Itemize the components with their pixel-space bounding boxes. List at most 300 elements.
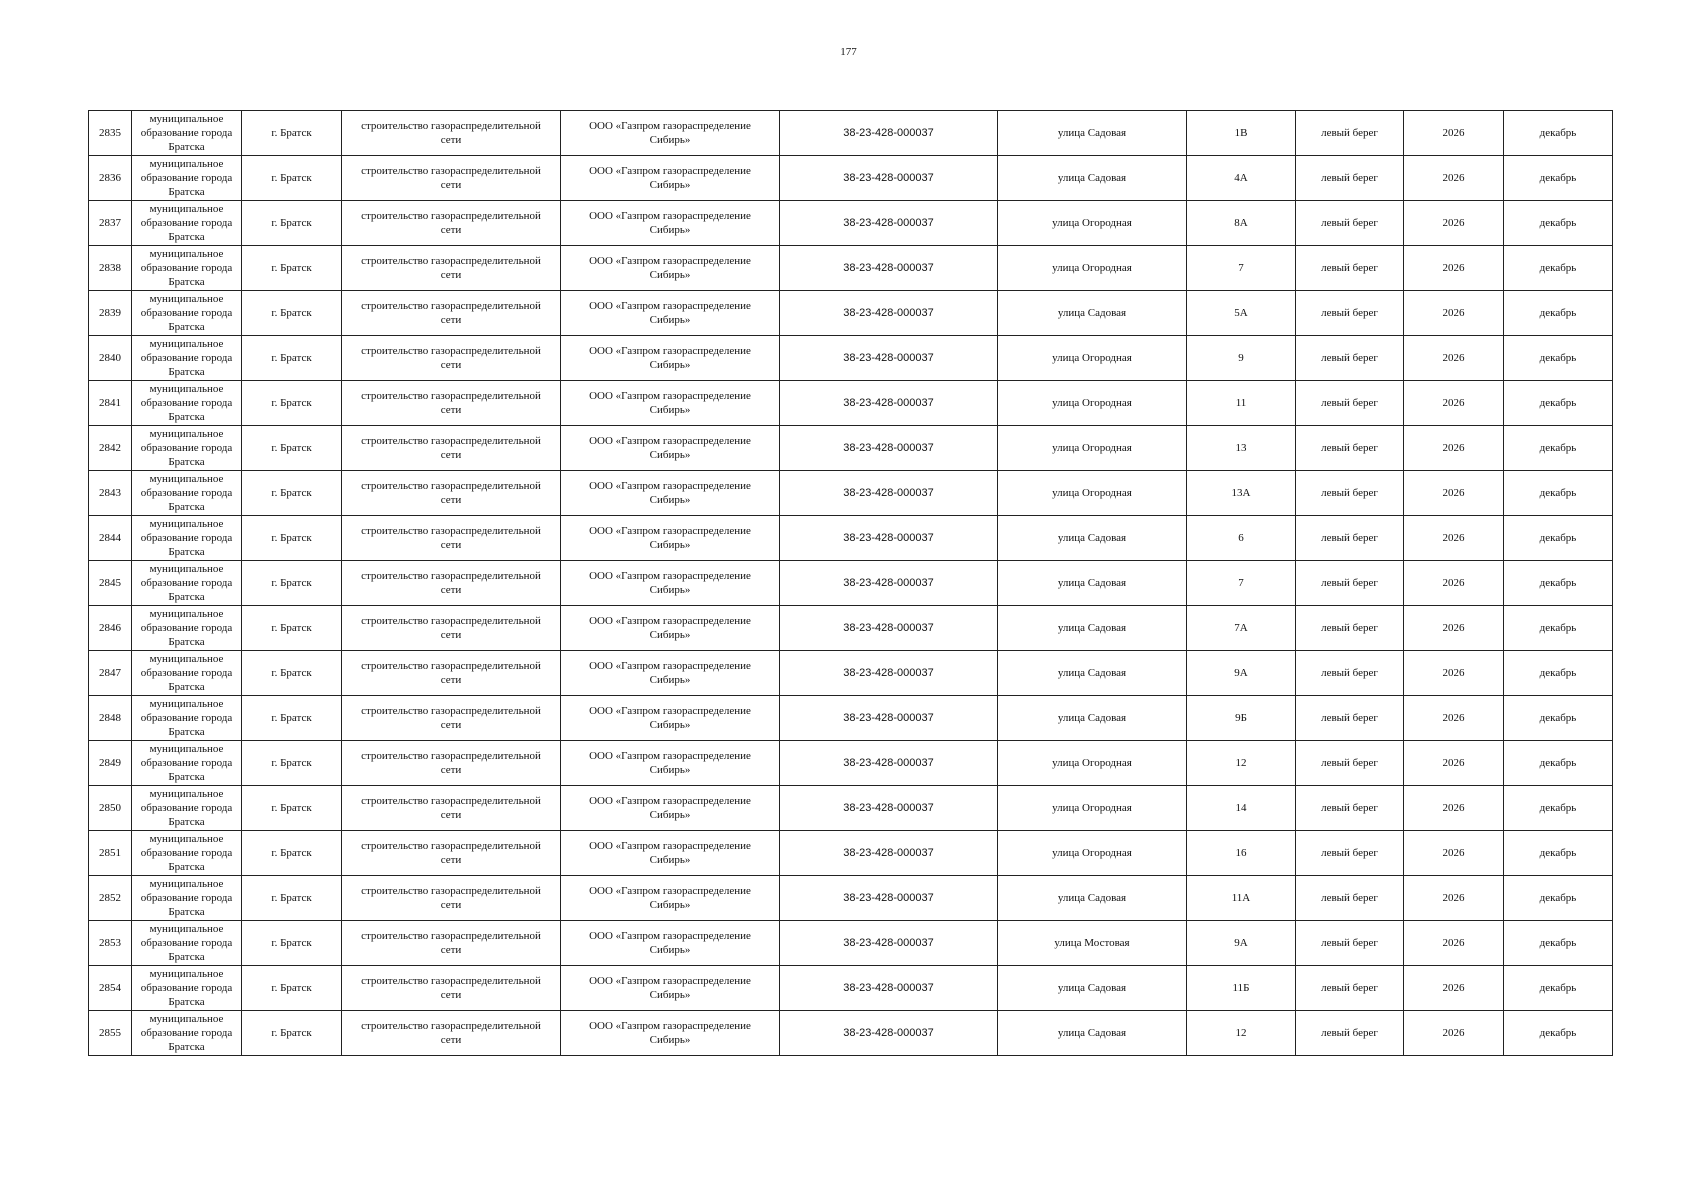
bank-text: левый берег [1321,712,1378,724]
month-text: декабрь [1539,217,1577,229]
street-cell [998,381,1187,426]
organization-text: Сибирь» [649,179,691,191]
row-number-cell [89,606,132,651]
row-number-cell [89,786,132,831]
row-number-text: 2852 [99,892,121,904]
municipality-text: образование города [140,397,233,409]
object-code-cell [780,381,998,426]
organization-text: ООО «Газпром газораспределение [589,840,751,852]
bank-text: левый берег [1321,667,1378,679]
organization-cell [561,1011,780,1056]
year-cell [1404,201,1504,246]
municipality-cell [132,471,242,516]
object-code-cell [780,291,998,336]
street-cell [998,471,1187,516]
work-type-text: строительство газораспределительной [361,750,541,762]
month-cell [1504,336,1613,381]
object-code-cell [780,201,998,246]
municipality-text: Братска [168,591,205,603]
organization-text: Сибирь» [649,269,691,281]
bank-text: левый берег [1321,217,1378,229]
organization-text: Сибирь» [649,494,691,506]
table-row [89,651,1613,696]
organization-cell [561,831,780,876]
month-text: декабрь [1539,667,1577,679]
table-row [89,381,1613,426]
month-cell [1504,741,1613,786]
city-text: г. Братск [271,667,312,679]
object-code-cell [780,426,998,471]
municipality-text: муниципальное [149,158,224,170]
work-type-text: строительство газораспределительной [361,255,541,267]
work-type-text: сети [440,584,462,596]
city-cell [242,156,342,201]
city-cell [242,561,342,606]
table-row [89,876,1613,921]
city-cell [242,876,342,921]
municipality-text: муниципальное [149,833,224,845]
row-number-text: 2838 [99,262,121,274]
organization-cell [561,426,780,471]
year-text: 2026 [1442,172,1465,184]
year-text: 2026 [1442,892,1465,904]
work-type-text: сети [440,359,462,371]
bank-cell [1296,111,1404,156]
municipality-cell [132,156,242,201]
object-code-text: 38-23-428-000037 [843,127,934,139]
house-number-cell [1187,876,1296,921]
month-cell [1504,561,1613,606]
municipality-cell [132,696,242,741]
street-text: улица Огородная [1052,397,1132,409]
row-number-text: 2844 [99,532,121,544]
row-number-text: 2851 [99,847,121,859]
month-text: декабрь [1539,172,1577,184]
street-text: улица Садовая [1057,892,1127,904]
work-type-text: сети [440,494,462,506]
year-cell [1404,606,1504,651]
municipality-text: муниципальное [149,743,224,755]
municipality-cell [132,426,242,471]
bank-cell [1296,876,1404,921]
work-type-text: строительство газораспределительной [361,525,541,537]
municipality-cell [132,1011,242,1056]
year-cell [1404,426,1504,471]
bank-text: левый берег [1321,757,1378,769]
year-cell [1404,876,1504,921]
organization-text: ООО «Газпром газораспределение [589,660,751,672]
house-number-cell [1187,426,1296,471]
year-cell [1404,966,1504,1011]
municipality-cell [132,381,242,426]
municipality-text: Братска [168,996,205,1008]
table-row [89,111,1613,156]
city-text: г. Братск [271,532,312,544]
month-text: декабрь [1539,262,1577,274]
object-code-text: 38-23-428-000037 [843,757,934,769]
row-number-cell [89,741,132,786]
street-text: улица Садовая [1057,667,1127,679]
street-cell [998,561,1187,606]
house-number-cell [1187,1011,1296,1056]
bank-cell [1296,471,1404,516]
table-row [89,471,1613,516]
table-row [89,426,1613,471]
month-cell [1504,156,1613,201]
municipality-text: образование города [140,982,233,994]
work-type-cell [342,831,561,876]
city-text: г. Братск [271,982,312,994]
month-text: декабрь [1539,712,1577,724]
organization-text: ООО «Газпром газораспределение [589,1020,751,1032]
object-code-text: 38-23-428-000037 [843,712,934,724]
municipality-text: образование города [140,802,233,814]
organization-text: Сибирь» [649,134,691,146]
city-cell [242,966,342,1011]
municipality-text: Братска [168,501,205,513]
street-cell [998,696,1187,741]
object-code-cell [780,246,998,291]
year-text: 2026 [1442,982,1465,994]
object-code-cell [780,1011,998,1056]
year-text: 2026 [1442,667,1465,679]
table-row [89,1011,1613,1056]
organization-cell [561,876,780,921]
object-code-text: 38-23-428-000037 [843,172,934,184]
municipality-text: муниципальное [149,698,224,710]
object-code-text: 38-23-428-000037 [843,307,934,319]
bank-cell [1296,561,1404,606]
house-number-text: 11А [1231,892,1251,904]
house-number-text: 7 [1238,577,1244,589]
bank-text: левый берег [1321,307,1378,319]
city-text: г. Братск [271,847,312,859]
house-number-text: 11 [1235,397,1247,409]
organization-text: Сибирь» [649,629,691,641]
municipality-cell [132,741,242,786]
year-cell [1404,741,1504,786]
month-cell [1504,201,1613,246]
year-text: 2026 [1442,352,1465,364]
month-cell [1504,921,1613,966]
month-text: декабрь [1539,487,1577,499]
month-cell [1504,966,1613,1011]
municipality-text: образование города [140,217,233,229]
house-number-text: 5А [1234,307,1248,319]
city-text: г. Братск [271,217,312,229]
work-type-text: строительство газораспределительной [361,975,541,987]
object-code-cell [780,516,998,561]
municipality-text: образование города [140,937,233,949]
city-text: г. Братск [271,1027,312,1039]
object-code-text: 38-23-428-000037 [843,622,934,634]
municipality-text: муниципальное [149,428,224,440]
municipality-cell [132,966,242,1011]
city-cell [242,201,342,246]
organization-cell [561,381,780,426]
city-cell [242,426,342,471]
organization-text: ООО «Газпром газораспределение [589,390,751,402]
bank-cell [1296,966,1404,1011]
organization-cell [561,606,780,651]
work-type-cell [342,156,561,201]
month-text: декабрь [1539,352,1577,364]
month-text: декабрь [1539,127,1577,139]
organization-cell [561,651,780,696]
month-text: декабрь [1539,577,1577,589]
bank-cell [1296,831,1404,876]
municipality-cell [132,561,242,606]
work-type-text: строительство газораспределительной [361,615,541,627]
municipality-text: образование города [140,847,233,859]
organization-cell [561,516,780,561]
year-text: 2026 [1442,757,1465,769]
street-text: улица Садовая [1057,127,1127,139]
work-type-text: строительство газораспределительной [361,660,541,672]
street-text: улица Мостовая [1054,937,1130,949]
object-code-text: 38-23-428-000037 [843,667,934,679]
city-cell [242,471,342,516]
bank-text: левый берег [1321,442,1378,454]
municipality-cell [132,516,242,561]
city-text: г. Братск [271,262,312,274]
organization-text: ООО «Газпром газораспределение [589,480,751,492]
page-number: 177 [840,46,857,58]
work-type-cell [342,786,561,831]
table-row [89,516,1613,561]
street-text: улица Огородная [1052,262,1132,274]
street-text: улица Садовая [1057,1027,1127,1039]
street-text: улица Садовая [1057,307,1127,319]
month-cell [1504,381,1613,426]
organization-text: Сибирь» [649,899,691,911]
row-number-text: 2835 [99,127,121,139]
city-cell [242,606,342,651]
organization-text: ООО «Газпром газораспределение [589,570,751,582]
bank-text: левый берег [1321,532,1378,544]
row-number-text: 2854 [99,982,121,994]
house-number-text: 13 [1235,442,1247,454]
municipality-cell [132,606,242,651]
row-number-text: 2837 [99,217,121,229]
year-cell [1404,921,1504,966]
work-type-cell [342,741,561,786]
city-cell [242,696,342,741]
work-type-text: сети [440,224,462,236]
organization-text: ООО «Газпром газораспределение [589,120,751,132]
work-type-text: сети [440,134,462,146]
work-type-cell [342,561,561,606]
table-row [89,741,1613,786]
year-text: 2026 [1442,712,1465,724]
house-number-cell [1187,471,1296,516]
year-cell [1404,471,1504,516]
row-number-cell [89,426,132,471]
street-text: улица Садовая [1057,577,1127,589]
municipality-cell [132,876,242,921]
object-code-text: 38-23-428-000037 [843,892,934,904]
work-type-text: строительство газораспределительной [361,840,541,852]
municipality-text: муниципальное [149,203,224,215]
municipality-cell [132,291,242,336]
municipality-cell [132,921,242,966]
city-cell [242,741,342,786]
row-number-cell [89,246,132,291]
work-type-text: сети [440,629,462,641]
organization-text: ООО «Газпром газораспределение [589,255,751,267]
municipality-text: Братска [168,411,205,423]
object-code-text: 38-23-428-000037 [843,217,934,229]
organization-text: ООО «Газпром газораспределение [589,345,751,357]
month-cell [1504,291,1613,336]
house-number-text: 16 [1235,847,1247,859]
month-text: декабрь [1539,1027,1577,1039]
street-text: улица Огородная [1052,442,1132,454]
work-type-text: строительство газораспределительной [361,1020,541,1032]
work-type-cell [342,516,561,561]
street-cell [998,606,1187,651]
year-text: 2026 [1442,532,1465,544]
city-text: г. Братск [271,802,312,814]
street-cell [998,111,1187,156]
organization-text: ООО «Газпром газораспределение [589,975,751,987]
bank-cell [1296,1011,1404,1056]
bank-text: левый берег [1321,352,1378,364]
row-number-cell [89,201,132,246]
object-code-cell [780,966,998,1011]
row-number-text: 2836 [99,172,121,184]
month-text: декабрь [1539,892,1577,904]
street-cell [998,156,1187,201]
municipality-text: муниципальное [149,473,224,485]
row-number-text: 2855 [99,1027,121,1039]
organization-text: ООО «Газпром газораспределение [589,525,751,537]
month-cell [1504,606,1613,651]
organization-cell [561,921,780,966]
bank-text: левый берег [1321,127,1378,139]
year-cell [1404,336,1504,381]
organization-cell [561,696,780,741]
street-cell [998,786,1187,831]
house-number-cell [1187,291,1296,336]
row-number-cell [89,561,132,606]
row-number-cell [89,471,132,516]
municipality-cell [132,336,242,381]
house-number-text: 11Б [1232,982,1250,994]
street-cell [998,1011,1187,1056]
city-text: г. Братск [271,172,312,184]
organization-text: Сибирь» [649,314,691,326]
city-cell [242,246,342,291]
work-type-text: строительство газораспределительной [361,165,541,177]
row-number-text: 2853 [99,937,121,949]
city-cell [242,1011,342,1056]
work-type-text: сети [440,944,462,956]
street-text: улица Садовая [1057,532,1127,544]
bank-cell [1296,381,1404,426]
house-number-text: 14 [1235,802,1247,814]
organization-text: Сибирь» [649,944,691,956]
work-type-cell [342,381,561,426]
municipality-text: муниципальное [149,968,224,980]
city-cell [242,651,342,696]
organization-text: ООО «Газпром газораспределение [589,705,751,717]
row-number-cell [89,966,132,1011]
organization-cell [561,786,780,831]
municipality-cell [132,111,242,156]
municipality-text: образование города [140,712,233,724]
work-type-cell [342,1011,561,1056]
municipality-cell [132,246,242,291]
organization-text: Сибирь» [649,359,691,371]
month-text: декабрь [1539,532,1577,544]
work-type-text: сети [440,179,462,191]
street-cell [998,246,1187,291]
work-type-text: сети [440,269,462,281]
street-text: улица Огородная [1052,757,1132,769]
municipality-text: муниципальное [149,338,224,350]
bank-text: левый берег [1321,487,1378,499]
house-number-text: 9 [1238,352,1244,364]
organization-text: ООО «Газпром газораспределение [589,885,751,897]
house-number-text: 7 [1238,262,1244,274]
house-number-cell [1187,246,1296,291]
year-text: 2026 [1442,847,1465,859]
city-text: г. Братск [271,892,312,904]
row-number-cell [89,921,132,966]
year-text: 2026 [1442,937,1465,949]
house-number-cell [1187,561,1296,606]
object-code-cell [780,876,998,921]
work-type-text: сети [440,854,462,866]
month-cell [1504,786,1613,831]
house-number-text: 9А [1234,937,1248,949]
city-text: г. Братск [271,127,312,139]
row-number-cell [89,831,132,876]
work-type-text: сети [440,449,462,461]
organization-text: Сибирь» [649,989,691,1001]
object-code-text: 38-23-428-000037 [843,442,934,454]
object-code-cell [780,831,998,876]
municipality-text: муниципальное [149,878,224,890]
object-code-cell [780,921,998,966]
bank-text: левый берег [1321,982,1378,994]
organization-cell [561,201,780,246]
city-text: г. Братск [271,577,312,589]
table-row [89,291,1613,336]
street-text: улица Садовая [1057,622,1127,634]
city-cell [242,921,342,966]
work-type-text: строительство газораспределительной [361,705,541,717]
municipality-text: образование города [140,352,233,364]
row-number-cell [89,651,132,696]
year-text: 2026 [1442,577,1465,589]
object-code-cell [780,111,998,156]
city-text: г. Братск [271,352,312,364]
city-cell [242,381,342,426]
organization-cell [561,471,780,516]
row-number-text: 2850 [99,802,121,814]
year-text: 2026 [1442,442,1465,454]
city-cell [242,831,342,876]
year-text: 2026 [1442,622,1465,634]
organization-text: ООО «Газпром газораспределение [589,615,751,627]
row-number-text: 2842 [99,442,121,454]
municipality-text: Братска [168,321,205,333]
house-number-cell [1187,516,1296,561]
house-number-text: 12 [1235,757,1247,769]
street-text: улица Садовая [1057,982,1127,994]
